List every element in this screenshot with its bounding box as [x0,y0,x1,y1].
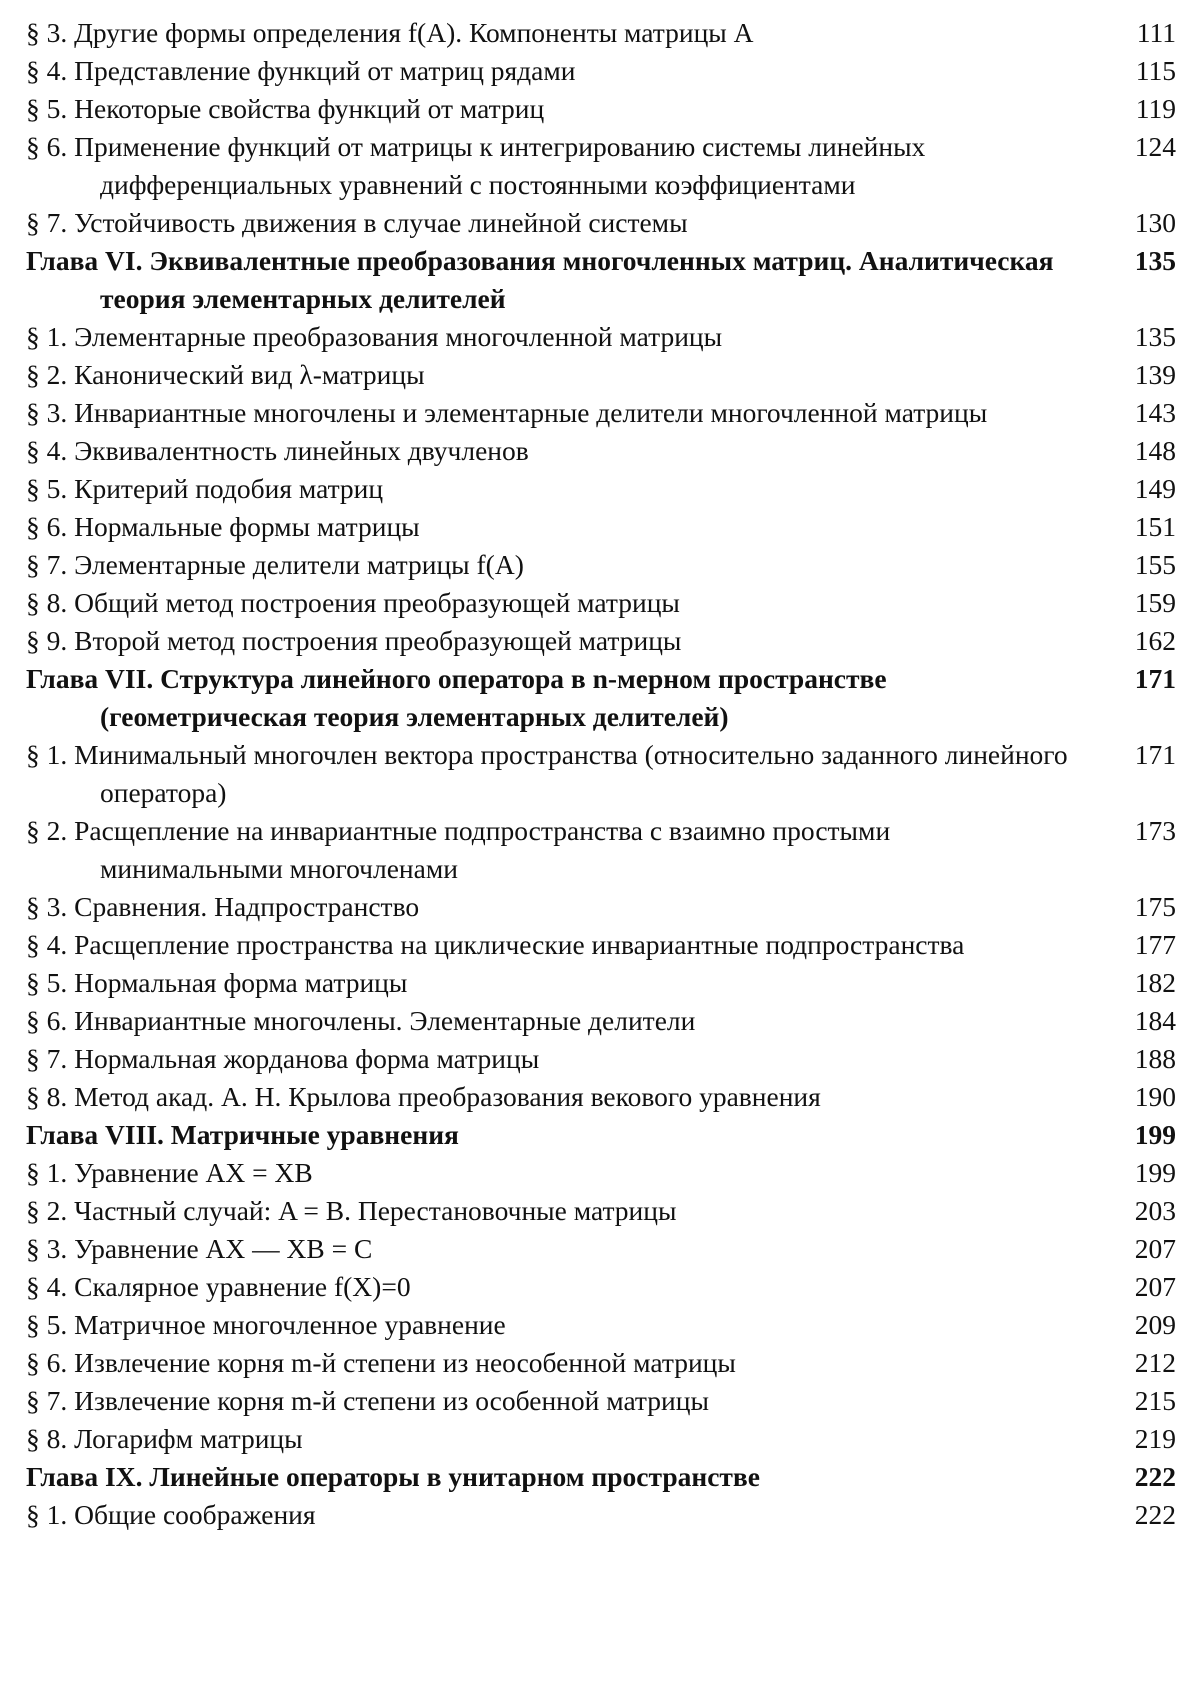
toc-entry-title: § 9. Второй метод построения преобразующей матрицы [26,625,682,656]
toc-entry-page-number: 159 [1134,587,1176,618]
toc-entry-page-number: 199 [1134,1119,1176,1150]
toc-entry-title: § 8. Логарифм матрицы [26,1423,303,1454]
toc-entry-page-number: 139 [1134,359,1176,390]
toc-entry-page-number: 222 [1134,1499,1176,1530]
toc-section-entry [26,52,1176,90]
toc-entry-title: § 1. Уравнение AX = XB [26,1157,313,1188]
toc-section-entry [26,964,1176,1002]
toc-entry-title: § 5. Нормальная форма матрицы [26,967,408,998]
toc-entry-title: § 3. Сравнения. Надпространство [26,891,420,922]
toc-entry-title: § 4. Скалярное уравнение f(X)=0 [26,1271,411,1302]
toc-section-entry [26,508,1176,546]
toc-entry-title: § 6. Инвариантные многочлены. Элементарные делители [26,1005,696,1036]
toc-entry-page-number: 162 [1134,625,1176,656]
toc-entry-page-number: 149 [1134,473,1176,504]
toc-entry-page-number: 219 [1134,1423,1176,1454]
toc-entry-page-number: 173 [1134,815,1176,846]
toc-entry-page-number: 111 [1136,17,1176,48]
toc-entry-title: Глава IX. Линейные операторы в унитарном пространстве [26,1461,760,1492]
toc-entry-title: § 4. Представление функций от матриц рядами [26,55,576,86]
toc-entry-title: § 3. Уравнение AX — XB = C [26,1233,373,1264]
toc-section-entry [26,128,1176,204]
toc-entry-page-number: 151 [1134,511,1176,542]
toc-entry-title: § 1. Элементарные преобразования многочленной матрицы [26,321,723,352]
toc-entry-title: § 3. Инвариантные многочлены и элементарные делители многочленной матрицы [26,397,988,428]
toc-entry-title: § 2. Частный случай: A = B. Перестановочные матрицы [26,1195,677,1226]
toc-section-entry [26,1002,1176,1040]
toc-section-entry [26,1496,1176,1534]
toc-entry-page-number: 188 [1134,1043,1176,1074]
toc-section-entry [26,394,1176,432]
toc-entry-page-number: 203 [1134,1195,1176,1226]
toc-entry-title: Глава VII. Структура линейного оператора в n-мерном пространстве (геометрическая теория элементарных делителей) [26,663,887,732]
toc-entry-title: § 7. Извлечение корня m-й степени из особенной матрицы [26,1385,709,1416]
toc-entry-page-number: 209 [1134,1309,1176,1340]
toc-entry-page-number: 124 [1134,131,1176,162]
toc-entry-page-number: 182 [1134,967,1176,998]
toc-entry-title: § 8. Метод акад. А. Н. Крылова преобразования векового уравнения [26,1081,821,1112]
toc-chapter-entry [26,1458,1176,1496]
toc-entry-title: § 7. Элементарные делители матрицы f(A) [26,549,524,580]
toc-entry-title: § 5. Некоторые свойства функций от матриц [26,93,545,124]
toc-entry-title: § 5. Критерий подобия матриц [26,473,384,504]
toc-chapter-entry [26,1116,1176,1154]
toc-entry-page-number: 148 [1134,435,1176,466]
toc-entry-page-number: 155 [1134,549,1176,580]
toc-entry-title: § 5. Матричное многочленное уравнение [26,1309,506,1340]
toc-section-entry [26,1344,1176,1382]
toc-section-entry [26,90,1176,128]
toc-section-entry [26,1040,1176,1078]
toc-section-entry [26,470,1176,508]
toc-section-entry [26,356,1176,394]
toc-section-entry [26,1154,1176,1192]
toc-entry-title: § 1. Минимальный многочлен вектора пространства (относительно заданного линейного оператора) [26,739,1068,808]
toc-section-entry [26,812,1176,888]
table-of-contents [26,14,1176,1534]
toc-section-entry [26,1078,1176,1116]
toc-entry-title: § 2. Канонический вид λ-матрицы [26,359,425,390]
toc-entry-page-number: 222 [1134,1461,1176,1492]
toc-entry-page-number: 135 [1134,321,1176,352]
toc-entry-title: § 7. Нормальная жорданова форма матрицы [26,1043,540,1074]
toc-section-entry [26,1268,1176,1306]
toc-entry-title: § 2. Расщепление на инвариантные подпространства с взаимно простыми минимальными многочленами [26,815,891,884]
toc-section-entry [26,926,1176,964]
toc-entry-title: Глава VIII. Матричные уравнения [26,1119,459,1150]
toc-entry-title: § 3. Другие формы определения f(A). Компоненты матрицы A [26,17,754,48]
toc-entry-page-number: 171 [1134,663,1176,694]
toc-entry-title: § 4. Расщепление пространства на циклические инвариантные подпространства [26,929,965,960]
toc-entry-title: § 6. Применение функций от матрицы к интегрированию системы линейных дифференциальных уравнений с постоянными коэффициентами [26,131,926,200]
toc-section-entry [26,204,1176,242]
toc-section-entry [26,622,1176,660]
toc-section-entry [26,1230,1176,1268]
toc-section-entry [26,1306,1176,1344]
toc-section-entry [26,736,1176,812]
toc-section-entry [26,1192,1176,1230]
toc-entry-page-number: 207 [1134,1271,1176,1302]
toc-section-entry [26,1382,1176,1420]
toc-entry-page-number: 171 [1134,739,1176,770]
toc-entry-page-number: 207 [1134,1233,1176,1264]
toc-entry-title: Глава VI. Эквивалентные преобразования многочленных матриц. Аналитическая теория элементарных делителей [26,245,1054,314]
toc-chapter-entry [26,660,1176,736]
toc-section-entry [26,584,1176,622]
toc-entry-title: § 1. Общие соображения [26,1499,316,1530]
toc-entry-page-number: 130 [1134,207,1176,238]
toc-chapter-entry [26,242,1176,318]
toc-section-entry [26,1420,1176,1458]
toc-entry-page-number: 135 [1134,245,1176,276]
toc-section-entry [26,546,1176,584]
toc-section-entry [26,432,1176,470]
toc-entry-title: § 7. Устойчивость движения в случае линейной системы [26,207,688,238]
toc-entry-page-number: 199 [1134,1157,1176,1188]
toc-entry-title: § 6. Извлечение корня m-й степени из неособенной матрицы [26,1347,736,1378]
toc-entry-page-number: 143 [1134,397,1176,428]
toc-entry-page-number: 119 [1135,93,1176,124]
toc-entry-page-number: 184 [1134,1005,1176,1036]
toc-entry-page-number: 177 [1134,929,1176,960]
toc-entry-page-number: 190 [1134,1081,1176,1112]
toc-section-entry [26,318,1176,356]
toc-entry-page-number: 115 [1135,55,1176,86]
toc-entry-page-number: 215 [1134,1385,1176,1416]
toc-entry-page-number: 212 [1134,1347,1176,1378]
toc-entry-title: § 6. Нормальные формы матрицы [26,511,420,542]
toc-section-entry [26,888,1176,926]
toc-entry-page-number: 175 [1134,891,1176,922]
toc-entry-title: § 4. Эквивалентность линейных двучленов [26,435,529,466]
toc-entry-title: § 8. Общий метод построения преобразующей матрицы [26,587,680,618]
toc-section-entry [26,14,1176,52]
